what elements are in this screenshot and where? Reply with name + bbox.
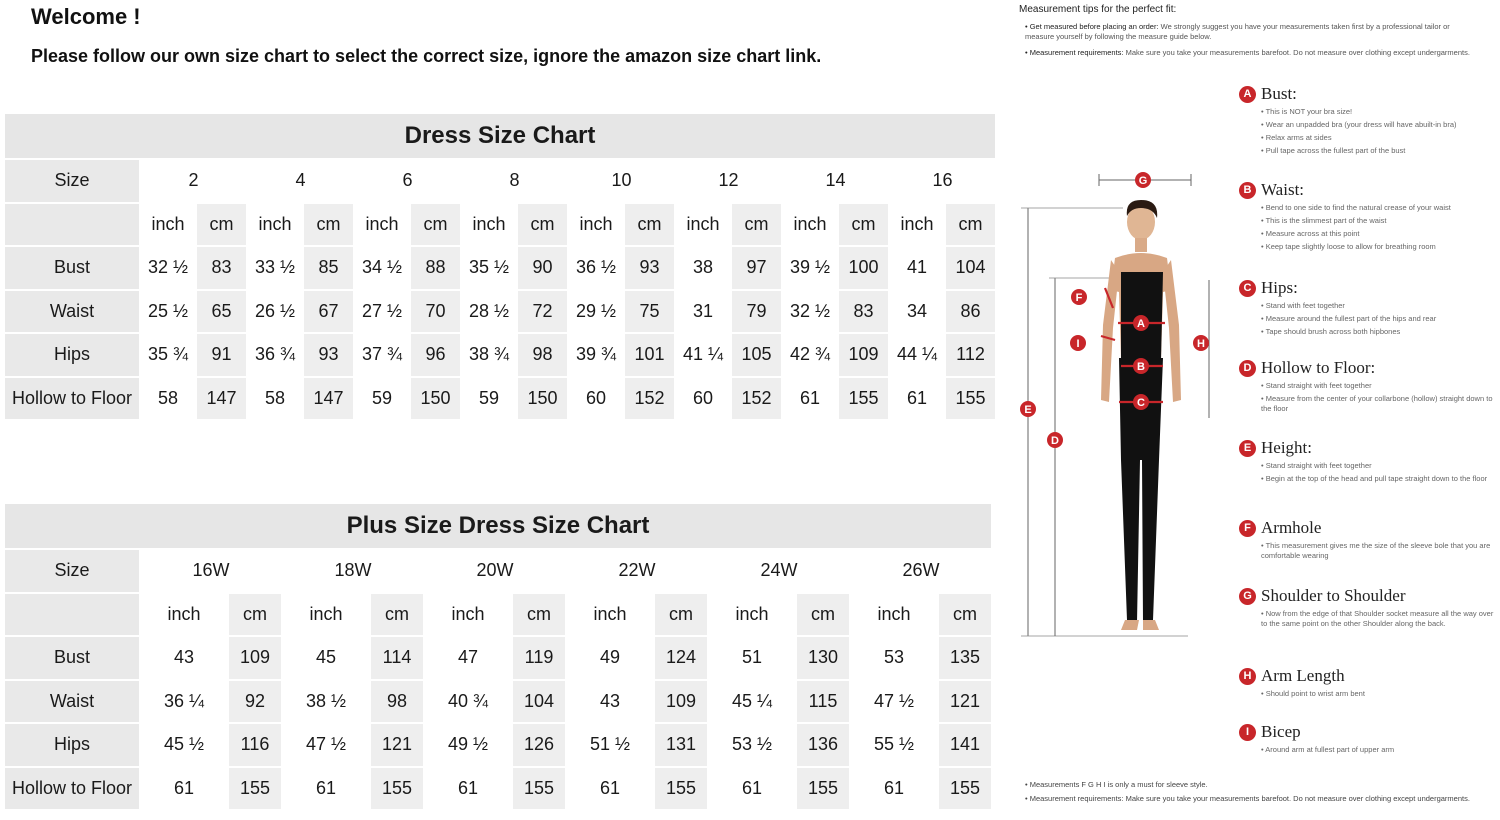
table-cell: 61 xyxy=(708,767,796,811)
unit-header: cm xyxy=(938,593,992,637)
row-label: Hollow to Floor xyxy=(4,767,140,811)
table-cell: 88 xyxy=(410,246,461,290)
measurement-note: • Now from the edge of that Shoulder socket measure all the way over to the same point on the other Shoulder along the back. xyxy=(1261,609,1494,628)
unit-header: inch xyxy=(850,593,938,637)
table-cell: 79 xyxy=(731,290,782,334)
welcome-heading: Welcome ! xyxy=(31,4,141,29)
table-cell: 58 xyxy=(247,377,303,421)
table-row xyxy=(4,333,996,377)
table-cell: 43 xyxy=(566,680,654,724)
table-cell: 98 xyxy=(517,333,568,377)
unit-header: inch xyxy=(424,593,512,637)
measurement-note: • Pull tape across the fullest part of the bust xyxy=(1261,146,1406,155)
table-cell: 39 ½ xyxy=(782,246,838,290)
table-cell: 155 xyxy=(796,767,850,811)
measurement-note: • This is the slimmest part of the waist xyxy=(1261,216,1387,225)
measurement-note: • Wear an unpadded bra (your dress will have abuilt-in bra) xyxy=(1261,120,1457,129)
measurement-name: Armhole xyxy=(1261,518,1322,537)
unit-header: cm xyxy=(410,203,461,247)
table-cell: 47 ½ xyxy=(850,680,938,724)
unit-header: cm xyxy=(228,593,282,637)
tips-title: Measurement tips for the perfect fit: xyxy=(1019,4,1177,15)
size-column-header: 6 xyxy=(354,159,461,203)
table-cell: 104 xyxy=(512,680,566,724)
table-cell: 155 xyxy=(370,767,424,811)
unit-header: inch xyxy=(568,203,624,247)
table-row xyxy=(4,636,992,680)
svg-text:I: I xyxy=(1076,338,1080,350)
table-cell: 109 xyxy=(228,636,282,680)
table-cell: 141 xyxy=(938,723,992,767)
table-cell: 150 xyxy=(517,377,568,421)
chart-title: Plus Size Dress Size Chart xyxy=(4,503,992,549)
table-cell: 51 xyxy=(708,636,796,680)
table-cell: 61 xyxy=(140,767,228,811)
size-header: Size xyxy=(4,159,140,203)
table-cell: 91 xyxy=(196,333,247,377)
table-cell: 75 xyxy=(624,290,675,334)
unit-header: cm xyxy=(624,203,675,247)
row-label: Bust xyxy=(4,246,140,290)
letter-badge-icon: B xyxy=(1239,182,1256,199)
table-cell: 42 ¾ xyxy=(782,333,838,377)
unit-header: inch xyxy=(889,203,945,247)
table-cell: 114 xyxy=(370,636,424,680)
table-cell: 36 ½ xyxy=(568,246,624,290)
table-cell: 45 ½ xyxy=(140,723,228,767)
table-cell: 112 xyxy=(945,333,996,377)
figure-letter-badge xyxy=(1047,432,1063,448)
table-cell: 44 ¼ xyxy=(889,333,945,377)
unit-header: cm xyxy=(654,593,708,637)
measurement-note: • Measure from the center of your collarbone (hollow) straight down to the floor xyxy=(1261,394,1493,413)
table-cell: 121 xyxy=(938,680,992,724)
measurement-note: • Around arm at fullest part of upper arm xyxy=(1261,745,1395,754)
letter-badge-icon: G xyxy=(1239,588,1256,605)
measurement-note: • Tape should brush across both hipbones xyxy=(1261,327,1401,336)
letter-badge-icon: D xyxy=(1239,360,1256,377)
table-cell: 43 xyxy=(140,636,228,680)
table-cell: 61 xyxy=(782,377,838,421)
measurement-item xyxy=(1239,722,1499,755)
table-cell: 61 xyxy=(566,767,654,811)
table-cell: 35 ¾ xyxy=(140,333,196,377)
svg-text:C: C xyxy=(1137,397,1145,409)
figure-letter-badge xyxy=(1133,394,1149,410)
letter-badge-icon: H xyxy=(1239,668,1256,685)
letter-badge-icon: A xyxy=(1239,86,1256,103)
table-cell: 53 xyxy=(850,636,938,680)
dress-size-chart xyxy=(3,112,997,421)
table-cell: 126 xyxy=(512,723,566,767)
table-cell: 61 xyxy=(850,767,938,811)
measurement-note: • Should point to wrist arm bent xyxy=(1261,689,1365,698)
table-cell: 49 ½ xyxy=(424,723,512,767)
table-cell: 47 xyxy=(424,636,512,680)
measurement-name: Arm Length xyxy=(1261,666,1345,685)
table-cell: 124 xyxy=(654,636,708,680)
table-cell: 155 xyxy=(512,767,566,811)
table-cell: 40 ¾ xyxy=(424,680,512,724)
table-cell: 38 ¾ xyxy=(461,333,517,377)
table-cell: 121 xyxy=(370,723,424,767)
table-row xyxy=(4,246,996,290)
measurement-note: • Relax arms at sides xyxy=(1261,133,1332,142)
unit-header: inch xyxy=(782,203,838,247)
table-cell: 36 ¾ xyxy=(247,333,303,377)
figure-letter-badge xyxy=(1071,289,1087,305)
measurement-name: Hips: xyxy=(1261,278,1298,297)
svg-text:D: D xyxy=(1051,435,1059,447)
table-cell: 152 xyxy=(624,377,675,421)
body-measurement-figure xyxy=(1003,160,1233,650)
tip-item: • Measurement requirements: Make sure you take your measurements barefoot. Do not measure over clothing except undergarments. xyxy=(1025,48,1470,57)
unit-header: cm xyxy=(517,203,568,247)
table-cell: 155 xyxy=(938,767,992,811)
table-cell: 61 xyxy=(282,767,370,811)
table-cell: 147 xyxy=(303,377,354,421)
measurement-note: • Stand with feet together xyxy=(1261,301,1345,310)
figure-letter-badge xyxy=(1133,315,1149,331)
table-cell: 97 xyxy=(731,246,782,290)
unit-header: inch xyxy=(282,593,370,637)
measurement-name: Bust: xyxy=(1261,84,1297,103)
table-cell: 100 xyxy=(838,246,889,290)
measurement-note: • Stand straight with feet together xyxy=(1261,381,1372,390)
measurement-note: • This is NOT your bra size! xyxy=(1261,107,1353,116)
table-cell: 85 xyxy=(303,246,354,290)
measurement-note: • Bend to one side to find the natural crease of your waist xyxy=(1261,203,1451,212)
table-cell: 49 xyxy=(566,636,654,680)
table-row xyxy=(4,290,996,334)
size-column-header: 18W xyxy=(282,549,424,593)
table-cell: 104 xyxy=(945,246,996,290)
table-cell: 60 xyxy=(568,377,624,421)
unit-header: cm xyxy=(196,203,247,247)
row-label: Bust xyxy=(4,636,140,680)
table-row xyxy=(4,723,992,767)
table-row xyxy=(4,680,992,724)
table-cell: 39 ¾ xyxy=(568,333,624,377)
table-cell: 60 xyxy=(675,377,731,421)
table-cell: 59 xyxy=(461,377,517,421)
svg-text:G: G xyxy=(1138,175,1148,187)
table-cell: 47 ½ xyxy=(282,723,370,767)
table-cell: 136 xyxy=(796,723,850,767)
row-label: Waist xyxy=(4,290,140,334)
row-label: Hips xyxy=(4,723,140,767)
table-cell: 37 ¾ xyxy=(354,333,410,377)
table-cell: 93 xyxy=(303,333,354,377)
table-cell: 26 ½ xyxy=(247,290,303,334)
table-cell: 55 ½ xyxy=(850,723,938,767)
measurement-name: Waist: xyxy=(1261,180,1305,199)
svg-text:F: F xyxy=(1075,292,1083,304)
table-row xyxy=(4,377,996,421)
measurement-note: • Stand straight with feet together xyxy=(1261,461,1372,470)
plus-size-chart xyxy=(3,502,993,811)
unit-header: inch xyxy=(675,203,731,247)
table-cell: 53 ½ xyxy=(708,723,796,767)
size-column-header: 10 xyxy=(568,159,675,203)
table-cell: 116 xyxy=(228,723,282,767)
figure-letter-badge xyxy=(1020,401,1036,417)
table-cell: 109 xyxy=(654,680,708,724)
table-cell: 33 ½ xyxy=(247,246,303,290)
footnote: • Measurements F G H I is only a must for sleeve style. xyxy=(1025,780,1208,789)
svg-text:H: H xyxy=(1197,338,1205,350)
measurement-item xyxy=(1239,84,1499,156)
row-label: Waist xyxy=(4,680,140,724)
table-cell: 65 xyxy=(196,290,247,334)
table-cell: 59 xyxy=(354,377,410,421)
size-column-header: 12 xyxy=(675,159,782,203)
size-column-header: 8 xyxy=(461,159,568,203)
measurement-item xyxy=(1239,518,1499,561)
table-cell: 32 ½ xyxy=(782,290,838,334)
figure-letter-badge xyxy=(1193,335,1209,351)
table-row xyxy=(4,767,992,811)
size-column-header: 14 xyxy=(782,159,889,203)
measurement-item xyxy=(1239,438,1499,484)
measurement-note: • Keep tape slightly loose to allow for breathing room xyxy=(1261,242,1436,251)
measurement-name: Hollow to Floor: xyxy=(1261,358,1376,377)
unit-header: cm xyxy=(370,593,424,637)
measurement-note: • This measurement gives me the size of the sleeve bole that you are comfortable wearing xyxy=(1261,541,1491,560)
measurement-name: Bicep xyxy=(1261,722,1301,741)
chart-title: Dress Size Chart xyxy=(4,113,996,159)
table-cell: 131 xyxy=(654,723,708,767)
svg-text:A: A xyxy=(1137,318,1145,330)
table-cell: 115 xyxy=(796,680,850,724)
table-cell: 155 xyxy=(228,767,282,811)
size-column-header: 26W xyxy=(850,549,992,593)
letter-badge-icon: I xyxy=(1239,724,1256,741)
size-column-header: 2 xyxy=(140,159,247,203)
table-cell: 35 ½ xyxy=(461,246,517,290)
model-silhouette xyxy=(1101,200,1181,630)
unit-header: inch xyxy=(140,203,196,247)
table-cell: 147 xyxy=(196,377,247,421)
size-column-header: 20W xyxy=(424,549,566,593)
svg-text:B: B xyxy=(1137,361,1145,373)
table-cell: 41 ¼ xyxy=(675,333,731,377)
measurement-item xyxy=(1239,358,1499,414)
measurement-note: • Measure across at this point xyxy=(1261,229,1360,238)
instruction-text: Please follow our own size chart to select the correct size, ignore the amazon size chart link. xyxy=(31,46,822,66)
size-column-header: 22W xyxy=(566,549,708,593)
table-cell: 32 ½ xyxy=(140,246,196,290)
letter-badge-icon: F xyxy=(1239,520,1256,537)
measurement-item xyxy=(1239,666,1499,699)
table-cell: 45 xyxy=(282,636,370,680)
unit-header: inch xyxy=(247,203,303,247)
table-cell: 96 xyxy=(410,333,461,377)
measurement-item xyxy=(1239,586,1499,629)
figure-letter-badge xyxy=(1135,172,1151,188)
table-cell: 83 xyxy=(838,290,889,334)
row-label: Hollow to Floor xyxy=(4,377,140,421)
table-cell: 70 xyxy=(410,290,461,334)
table-cell: 27 ½ xyxy=(354,290,410,334)
svg-text:E: E xyxy=(1024,404,1032,416)
table-cell: 29 ½ xyxy=(568,290,624,334)
table-cell: 58 xyxy=(140,377,196,421)
unit-header: inch xyxy=(354,203,410,247)
table-cell: 28 ½ xyxy=(461,290,517,334)
tip-item: • Get measured before placing an order: We strongly suggest you have your measurements taken first by a professional tailor or measure yourself by following the measure guide below. xyxy=(1025,22,1450,41)
size-column-header: 4 xyxy=(247,159,354,203)
size-column-header: 16 xyxy=(889,159,996,203)
measurement-name: Height: xyxy=(1261,438,1312,457)
unit-header: cm xyxy=(838,203,889,247)
letter-badge-icon: C xyxy=(1239,280,1256,297)
table-cell: 38 ½ xyxy=(282,680,370,724)
unit-header: cm xyxy=(796,593,850,637)
table-cell: 92 xyxy=(228,680,282,724)
table-cell: 135 xyxy=(938,636,992,680)
figure-letter-badge xyxy=(1133,358,1149,374)
unit-header: cm xyxy=(512,593,566,637)
footnote: • Measurement requirements: Make sure you take your measurements barefoot. Do not measure over clothing except undergarments. xyxy=(1025,794,1470,803)
table-cell: 72 xyxy=(517,290,568,334)
unit-header: inch xyxy=(566,593,654,637)
table-cell: 155 xyxy=(945,377,996,421)
table-cell: 38 xyxy=(675,246,731,290)
table-cell: 31 xyxy=(675,290,731,334)
table-cell: 152 xyxy=(731,377,782,421)
table-cell: 45 ¼ xyxy=(708,680,796,724)
table-cell: 25 ½ xyxy=(140,290,196,334)
table-cell: 34 xyxy=(889,290,945,334)
table-cell: 67 xyxy=(303,290,354,334)
table-cell: 41 xyxy=(889,246,945,290)
measurement-item xyxy=(1239,180,1499,252)
table-cell: 34 ½ xyxy=(354,246,410,290)
table-cell: 51 ½ xyxy=(566,723,654,767)
table-cell: 83 xyxy=(196,246,247,290)
size-column-header: 16W xyxy=(140,549,282,593)
table-cell: 61 xyxy=(889,377,945,421)
unit-header: cm xyxy=(731,203,782,247)
table-cell: 86 xyxy=(945,290,996,334)
table-cell: 130 xyxy=(796,636,850,680)
table-cell: 150 xyxy=(410,377,461,421)
measurement-note: • Begin at the top of the head and pull tape straight down to the floor xyxy=(1261,474,1488,483)
letter-badge-icon: E xyxy=(1239,440,1256,457)
table-cell: 93 xyxy=(624,246,675,290)
table-cell: 90 xyxy=(517,246,568,290)
table-cell: 101 xyxy=(624,333,675,377)
unit-row-label xyxy=(4,203,140,247)
table-cell: 109 xyxy=(838,333,889,377)
measurement-name: Shoulder to Shoulder xyxy=(1261,586,1406,605)
table-cell: 119 xyxy=(512,636,566,680)
measurement-guide-panel xyxy=(1003,0,1500,820)
unit-header: cm xyxy=(945,203,996,247)
unit-row-label xyxy=(4,593,140,637)
table-cell: 98 xyxy=(370,680,424,724)
size-column-header: 24W xyxy=(708,549,850,593)
table-cell: 36 ¼ xyxy=(140,680,228,724)
table-cell: 61 xyxy=(424,767,512,811)
row-label: Hips xyxy=(4,333,140,377)
table-cell: 155 xyxy=(654,767,708,811)
unit-header: inch xyxy=(461,203,517,247)
figure-letter-badge xyxy=(1070,335,1086,351)
table-cell: 155 xyxy=(838,377,889,421)
unit-header: inch xyxy=(708,593,796,637)
size-header: Size xyxy=(4,549,140,593)
measurement-note: • Measure around the fullest part of the hips and rear xyxy=(1261,314,1437,323)
table-cell: 105 xyxy=(731,333,782,377)
unit-header: inch xyxy=(140,593,228,637)
measurement-item xyxy=(1239,278,1499,337)
unit-header: cm xyxy=(303,203,354,247)
